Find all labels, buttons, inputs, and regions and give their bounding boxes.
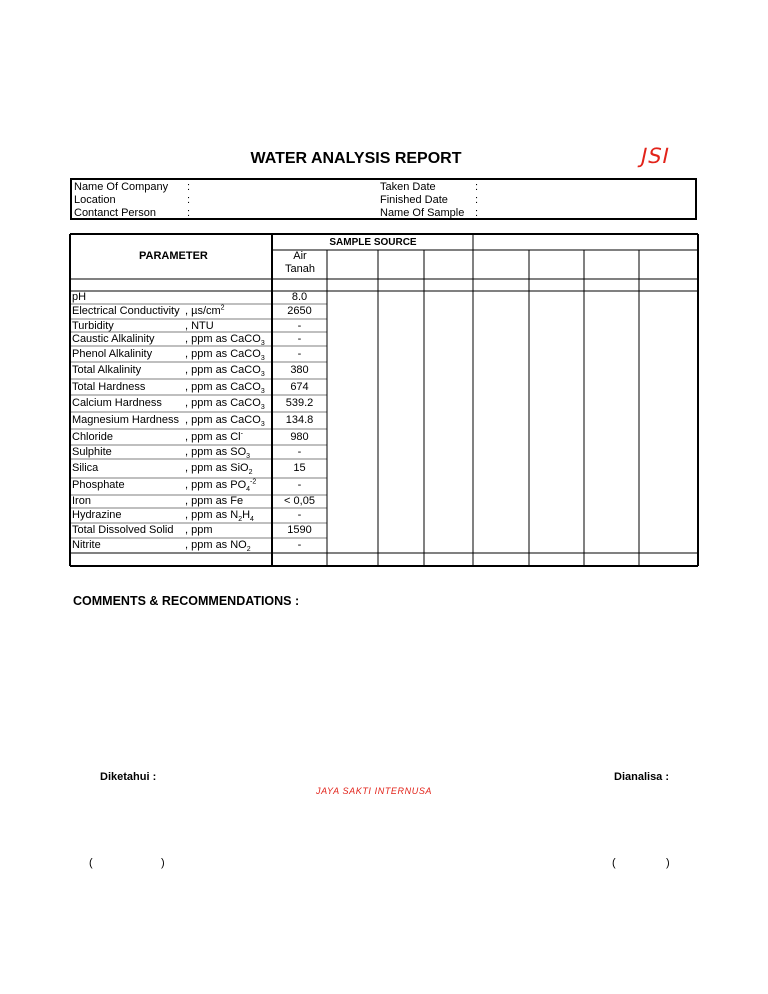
sample-value: - <box>297 509 302 521</box>
parameter-name: Total Alkalinity <box>72 364 142 376</box>
parameter-unit: , ppm as CaCO$_3$ <box>185 414 265 429</box>
parameter-unit: , ppm as $PO_4^{-2}$ <box>185 478 257 494</box>
location-label: Location <box>74 194 116 206</box>
company-stamp: JAYA SAKTI INTERNUSA <box>316 786 433 796</box>
table-grid-lines <box>69 233 699 567</box>
parameter-name: Total Hardness <box>72 381 146 393</box>
parameter-unit: , ppm as $NO_2$ <box>185 539 251 554</box>
info-separator: : <box>475 181 479 193</box>
results-table <box>69 233 699 567</box>
right-signature-open-paren: ( <box>612 857 616 869</box>
left-signature-open-paren: ( <box>89 857 93 869</box>
parameter-name: Iron <box>72 495 91 507</box>
parameter-unit: , ppm as Cl- <box>185 430 243 443</box>
report-info-box <box>70 178 697 220</box>
parameter-name: Nitrite <box>72 539 101 551</box>
sample-value: 1590 <box>287 524 312 536</box>
sample-value: 2650 <box>287 305 312 317</box>
sample-value: 980 <box>290 431 309 443</box>
parameter-unit: , ppm as SiO$_2$ <box>185 462 253 477</box>
comments-label: COMMENTS & RECOMMENDATIONS : <box>73 594 300 608</box>
parameter-unit: , ppm as $SO_3$ <box>185 446 251 461</box>
parameter-name: Calcium Hardness <box>72 397 162 409</box>
sample-value: 8.0 <box>291 291 308 303</box>
parameter-name: Sulphite <box>72 446 112 458</box>
finished-date-label: Finished Date <box>380 194 448 206</box>
parameter-header: PARAMETER <box>139 250 208 262</box>
parameter-name: Caustic Alkalinity <box>72 333 155 345</box>
info-separator: : <box>187 207 191 219</box>
parameter-name: pH <box>72 291 87 303</box>
parameter-unit: , ppm as Fe <box>185 495 244 507</box>
taken-date-label: Taken Date <box>380 181 436 193</box>
parameter-name: Magnesium Hardness <box>72 414 179 426</box>
parameter-unit: , NTU <box>185 320 214 332</box>
sample-value: - <box>297 320 302 332</box>
acknowledged-by-label: Diketahui : <box>100 771 157 783</box>
parameter-unit: , ppm as CaCO$_3$ <box>185 397 265 412</box>
right-signature-close-paren: ) <box>666 857 670 869</box>
sample-value: 674 <box>290 381 309 393</box>
parameter-unit: , ppm as CaCO$_3$ <box>185 348 265 363</box>
parameter-name: Phosphate <box>72 479 125 491</box>
left-signature-close-paren: ) <box>161 857 165 869</box>
parameter-name: Phenol Alkalinity <box>72 348 153 360</box>
sample-value: 134.8 <box>285 414 314 426</box>
contact-person-label: Contanct Person <box>74 207 156 219</box>
sample-value: < 0,05 <box>284 495 315 507</box>
sample-value: - <box>297 479 302 491</box>
parameter-name: Total Dissolved Solid <box>72 524 174 536</box>
sample-value: - <box>297 348 302 360</box>
parameter-name: Silica <box>72 462 99 474</box>
info-separator: : <box>475 207 479 219</box>
parameter-unit: , $\mu s/cm^2$ <box>185 304 225 317</box>
sample-name-line2: Tanah <box>285 263 315 275</box>
parameter-name: Chloride <box>72 431 113 443</box>
company-name-label: Name Of Company <box>74 181 169 193</box>
parameter-name: Electrical Conductivity <box>72 305 180 317</box>
info-separator: : <box>187 181 191 193</box>
sample-value: 539.2 <box>285 397 314 409</box>
sample-value: 380 <box>290 364 309 376</box>
sample-value: - <box>297 333 302 345</box>
sample-source-header: SAMPLE SOURCE <box>329 237 417 248</box>
parameter-unit: , ppm as CaCO$_3$ <box>185 333 265 348</box>
parameter-name: Hydrazine <box>72 509 122 521</box>
parameter-unit: , ppm as $N_2H_4$ <box>185 509 254 524</box>
info-separator: : <box>187 194 191 206</box>
sample-name-line1: Air <box>293 250 307 262</box>
parameter-unit: , ppm as CaCO$_3$ <box>185 364 265 379</box>
parameter-name: Turbidity <box>72 320 114 332</box>
sample-value: 15 <box>293 462 306 474</box>
sample-value: - <box>297 539 302 551</box>
info-separator: : <box>475 194 479 206</box>
report-title: WATER ANALYSIS REPORT <box>250 150 462 167</box>
parameter-unit: , ppm as CaCO$_3$ <box>185 381 265 396</box>
sample-value: - <box>297 446 302 458</box>
company-logo: JSI <box>638 144 673 168</box>
parameter-unit: , ppm <box>185 524 213 536</box>
sample-name-label: Name Of Sample <box>380 207 465 219</box>
analyzed-by-label: Dianalisa : <box>614 771 670 783</box>
